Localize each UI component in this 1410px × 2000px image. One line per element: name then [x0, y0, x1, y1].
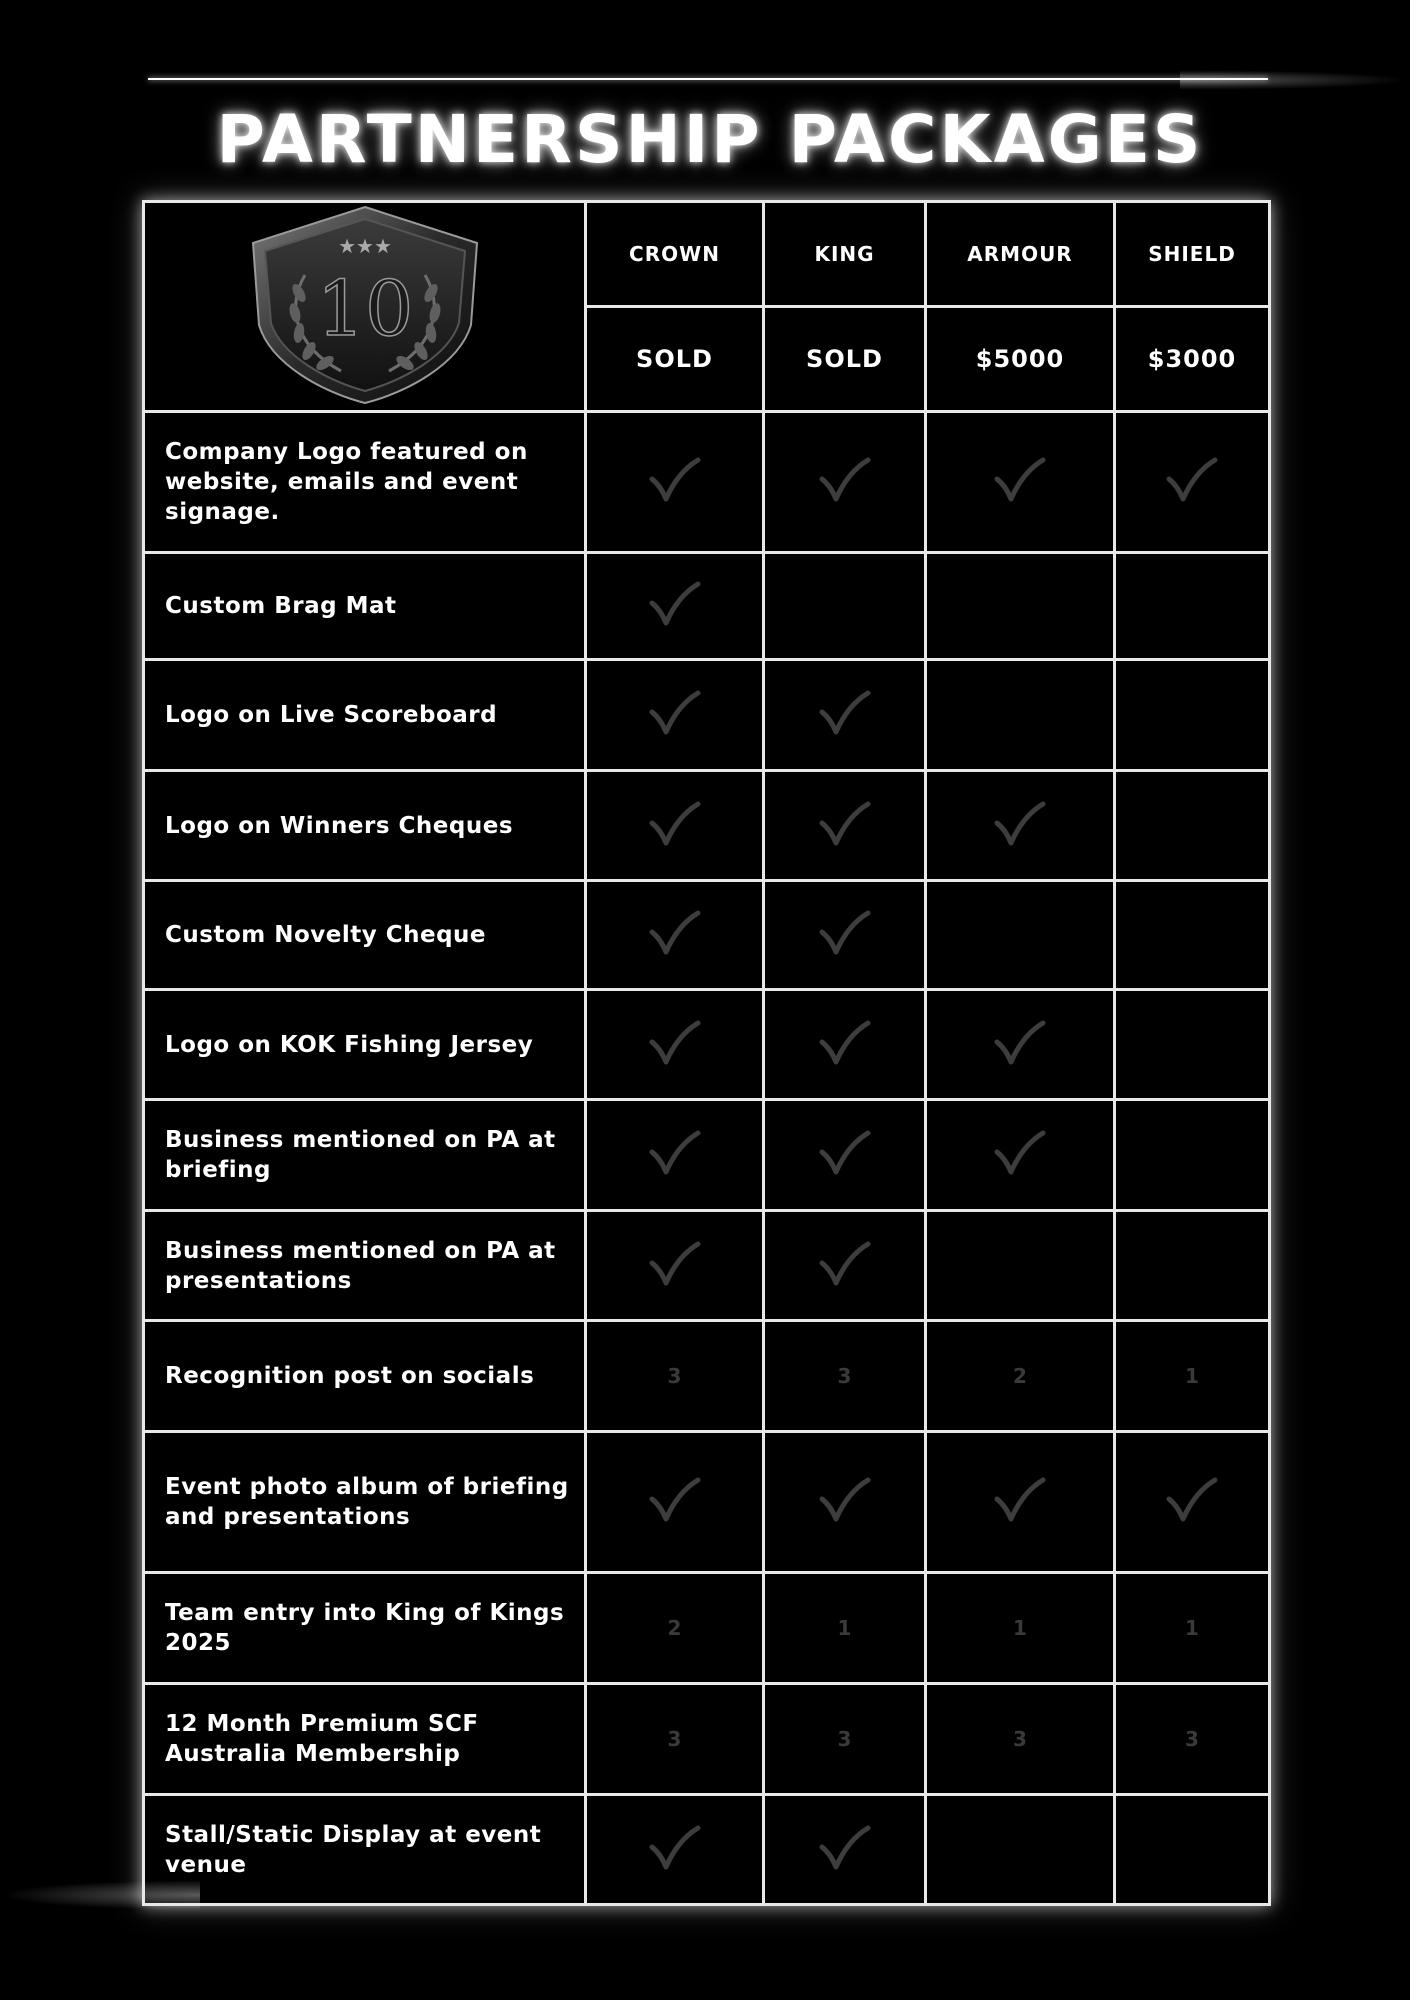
packages-table — [142, 200, 1271, 1906]
feature-label: Recognition post on socials — [144, 1321, 586, 1432]
title-rule — [148, 78, 1268, 80]
cell-king — [764, 1795, 926, 1905]
table-row — [144, 1432, 1270, 1573]
page-title: PARTNERSHIP PACKAGES — [216, 101, 1204, 178]
cell-king — [764, 1100, 926, 1211]
table-row — [144, 1100, 1270, 1211]
table-row — [144, 881, 1270, 990]
cell-armour — [926, 660, 1115, 771]
cell-king — [764, 1573, 926, 1684]
cell-crown — [586, 881, 764, 990]
check-icon — [1166, 1477, 1218, 1523]
cell-king — [764, 990, 926, 1100]
feature-label: Logo on KOK Fishing Jersey — [144, 990, 586, 1100]
emblem-number: 10 — [316, 263, 413, 353]
check-icon — [649, 910, 701, 956]
feature-label: Logo on Live Scoreboard — [144, 660, 586, 771]
check-icon — [1166, 457, 1218, 503]
check-icon — [819, 1241, 871, 1287]
cell-shield — [1115, 1684, 1270, 1795]
check-icon — [649, 801, 701, 847]
top-glow — [1180, 70, 1410, 90]
cell-shield — [1115, 1211, 1270, 1321]
count-value: 2 — [667, 1616, 682, 1640]
check-icon — [819, 1130, 871, 1176]
feature-label: 12 Month Premium SCF Australia Membership — [144, 1684, 586, 1795]
cell-crown — [586, 1100, 764, 1211]
check-icon — [819, 801, 871, 847]
cell-shield — [1115, 412, 1270, 553]
cell-armour — [926, 771, 1115, 881]
check-icon — [649, 457, 701, 503]
cell-crown — [586, 1684, 764, 1795]
feature-label: Stall/Static Display at event venue — [144, 1795, 586, 1905]
table-row — [144, 660, 1270, 771]
count-value: 3 — [667, 1727, 682, 1751]
cell-armour — [926, 553, 1115, 660]
table-row — [144, 1795, 1270, 1905]
emblem-stars: ★★★ — [337, 233, 392, 258]
check-icon — [819, 690, 871, 736]
count-value: 2 — [1013, 1364, 1027, 1388]
cell-crown — [586, 660, 764, 771]
check-icon — [649, 690, 701, 736]
cell-armour — [926, 1573, 1115, 1684]
feature-label: Event photo album of briefing and presentations — [144, 1432, 586, 1573]
cell-crown — [586, 1321, 764, 1432]
cell-armour — [926, 1795, 1115, 1905]
cell-crown — [586, 1211, 764, 1321]
check-icon — [819, 1825, 871, 1871]
cell-king — [764, 881, 926, 990]
cell-king — [764, 1321, 926, 1432]
feature-label: Company Logo featured on website, emails and event signage. — [144, 412, 586, 553]
check-icon — [649, 1825, 701, 1871]
feature-label: Business mentioned on PA at presentations — [144, 1211, 586, 1321]
cell-armour — [926, 1321, 1115, 1432]
tier-header-crown: CROWN — [586, 202, 764, 307]
check-icon — [994, 457, 1046, 503]
feature-label: Team entry into King of Kings 2025 — [144, 1573, 586, 1684]
cell-king — [764, 412, 926, 553]
check-icon — [649, 1477, 701, 1523]
check-icon — [994, 801, 1046, 847]
cell-shield — [1115, 990, 1270, 1100]
table-row — [144, 990, 1270, 1100]
table-row — [144, 771, 1270, 881]
count-value: 3 — [837, 1364, 852, 1388]
emblem-cell — [144, 202, 586, 412]
count-value: 3 — [1013, 1727, 1027, 1751]
cell-armour — [926, 1100, 1115, 1211]
cell-king — [764, 660, 926, 771]
cell-crown — [586, 1795, 764, 1905]
cell-shield — [1115, 1321, 1270, 1432]
check-icon — [819, 1020, 871, 1066]
cell-shield — [1115, 1573, 1270, 1684]
count-value: 3 — [837, 1727, 852, 1751]
cell-shield — [1115, 553, 1270, 660]
count-value: 1 — [837, 1616, 852, 1640]
cell-armour — [926, 1432, 1115, 1573]
cell-shield — [1115, 660, 1270, 771]
cell-armour — [926, 990, 1115, 1100]
cell-king — [764, 1684, 926, 1795]
check-icon — [649, 581, 701, 627]
check-icon — [649, 1020, 701, 1066]
count-value: 1 — [1185, 1364, 1199, 1388]
cell-king — [764, 553, 926, 660]
cell-shield — [1115, 1432, 1270, 1573]
check-icon — [819, 457, 871, 503]
cell-armour — [926, 881, 1115, 990]
cell-shield — [1115, 771, 1270, 881]
table-row — [144, 412, 1270, 553]
cell-king — [764, 1211, 926, 1321]
cell-shield — [1115, 1100, 1270, 1211]
check-icon — [994, 1130, 1046, 1176]
cell-armour — [926, 1211, 1115, 1321]
count-value: 3 — [1185, 1727, 1199, 1751]
count-value: 3 — [667, 1364, 682, 1388]
check-icon — [819, 910, 871, 956]
tier-header-king: KING — [764, 202, 926, 307]
cell-crown — [586, 771, 764, 881]
count-value: 1 — [1185, 1616, 1199, 1640]
table-row — [144, 553, 1270, 660]
tier-price-crown: SOLD — [586, 307, 764, 412]
count-value: 1 — [1013, 1616, 1027, 1640]
feature-label: Custom Brag Mat — [144, 553, 586, 660]
cell-crown — [586, 990, 764, 1100]
table-row — [144, 1211, 1270, 1321]
table-row — [144, 1684, 1270, 1795]
check-icon — [994, 1477, 1046, 1523]
features-body — [144, 412, 1270, 1905]
feature-label: Logo on Winners Cheques — [144, 771, 586, 881]
tier-price-armour: $5000 — [926, 307, 1115, 412]
cell-king — [764, 771, 926, 881]
check-icon — [819, 1477, 871, 1523]
tier-price-shield: $3000 — [1115, 307, 1270, 412]
tier-header-armour: ARMOUR — [926, 202, 1115, 307]
feature-label: Business mentioned on PA at briefing — [144, 1100, 586, 1211]
tier-price-king: SOLD — [764, 307, 926, 412]
cell-crown — [586, 412, 764, 553]
check-icon — [649, 1130, 701, 1176]
cell-shield — [1115, 881, 1270, 990]
table-row — [144, 1573, 1270, 1684]
table-row — [144, 1321, 1270, 1432]
cell-armour — [926, 1684, 1115, 1795]
cell-crown — [586, 1432, 764, 1573]
cell-crown — [586, 553, 764, 660]
cell-armour — [926, 412, 1115, 553]
tier-header-shield: SHIELD — [1115, 202, 1270, 307]
cell-shield — [1115, 1795, 1270, 1905]
cell-king — [764, 1432, 926, 1573]
feature-label: Custom Novelty Cheque — [144, 881, 586, 990]
cell-crown — [586, 1573, 764, 1684]
check-icon — [649, 1241, 701, 1287]
check-icon — [994, 1020, 1046, 1066]
shield-emblem-icon — [245, 205, 485, 405]
